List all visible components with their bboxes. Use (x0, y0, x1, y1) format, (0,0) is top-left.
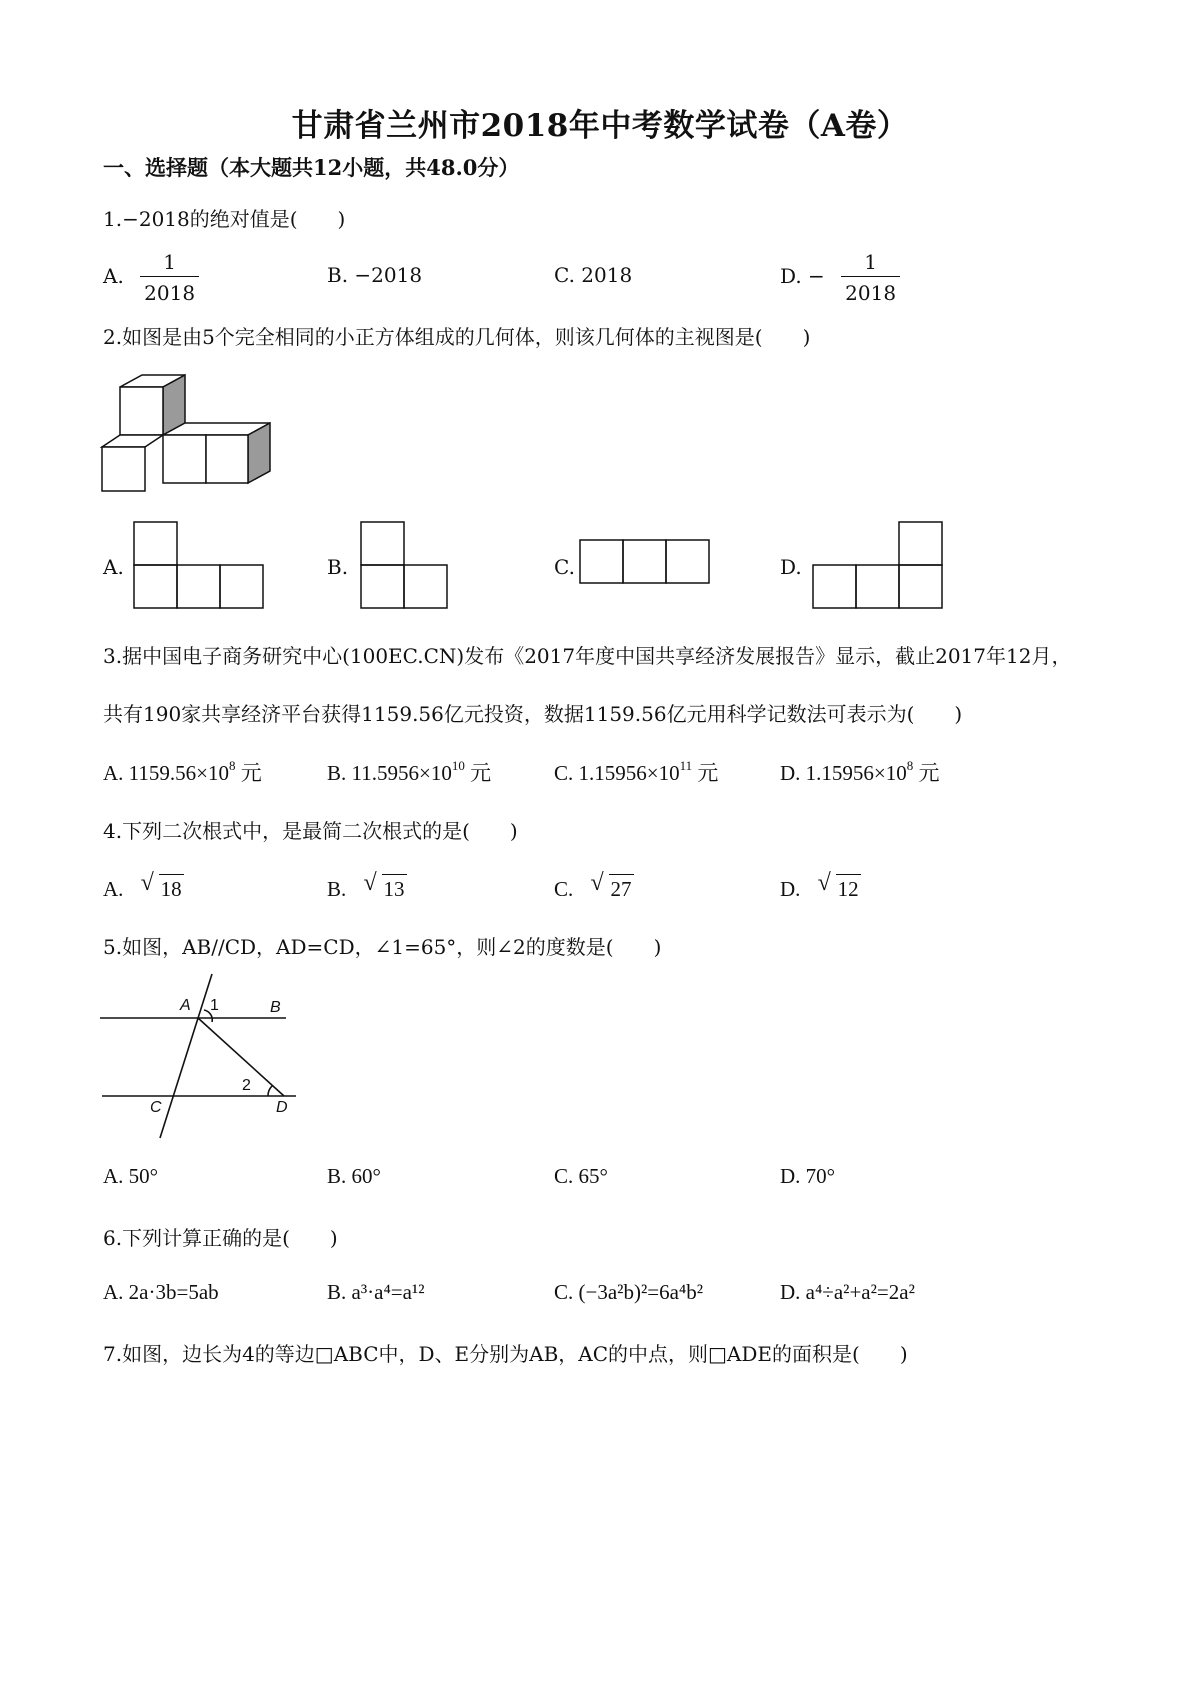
segment-ad (198, 1018, 284, 1096)
point-b-label: B (270, 999, 281, 1016)
q5-option-d: D. 70° (780, 1164, 836, 1188)
q6-option-a: A. 2a·3b=5ab (103, 1280, 219, 1304)
option-label: A. (103, 877, 124, 901)
q2-option-b-figure (360, 521, 450, 609)
q1-option-c: C. 2018 (554, 263, 633, 287)
exponent: 8 (906, 758, 914, 773)
q2-option-a-figure (133, 521, 265, 609)
option-label: A. (103, 761, 124, 785)
sci-base: 1159.56×10 (128, 761, 229, 785)
q3-option-a (103, 757, 262, 787)
sci-base: 1.15956×10 (578, 761, 680, 785)
q2-option-b-label: B. (327, 555, 349, 579)
q4-option-d (780, 870, 861, 902)
q2-option-a-label: A. (103, 555, 124, 579)
cube-solid-figure (100, 375, 275, 493)
q3-option-c (554, 757, 718, 787)
question-2-stem: 2.如图是由5个完全相同的小正方体组成的几何体，则该几何体的主视图是( ) (103, 325, 811, 349)
question-5-stem: 5.如图，AB//CD，AD=CD，∠1=65°，则∠2的度数是( ) (103, 935, 662, 959)
square-root (590, 870, 634, 902)
radicand: 12 (836, 874, 861, 902)
exponent: 8 (229, 758, 236, 773)
unit: 元 (913, 761, 940, 785)
option-label: B. (327, 877, 347, 901)
numerator: 1 (864, 250, 877, 274)
q6-option-b: B. a³·a⁴=a¹² (327, 1280, 425, 1304)
unit: 元 (235, 761, 262, 785)
unit: 元 (692, 761, 719, 785)
radicand: 13 (382, 874, 407, 902)
q3-option-d (780, 757, 940, 787)
q1-option-b: B. −2018 (327, 263, 423, 287)
q2-option-d-label: D. (780, 555, 802, 579)
square-root (140, 870, 184, 902)
question-3-stem-line1: 3.据中国电子商务研究中心(100EC.CN)发布《2017年度中国共享经济发展报告》显示，截止2017年12月， (103, 644, 1072, 668)
question-7-stem: 7.如图，边长为4的等边□ABC中，D、E分别为AB，AC的中点，则□ADE的面积是( ) (103, 1342, 908, 1366)
radicand: 18 (159, 874, 184, 902)
question-4-stem: 4.下列二次根式中，是最简二次根式的是( ) (103, 819, 518, 843)
q6-option-c: C. (−3a²b)²=6a⁴b² (554, 1280, 704, 1304)
option-label: D. (780, 877, 801, 901)
square-root (363, 870, 407, 902)
option-label: C. (554, 877, 574, 901)
option-label: D. − (780, 264, 825, 288)
question-6-stem: 6.下列计算正确的是( ) (103, 1226, 338, 1250)
q2-option-c-label: C. (554, 555, 575, 579)
point-a-label: A (180, 997, 191, 1014)
unit: 元 (464, 761, 492, 785)
exponent: 11 (679, 758, 693, 773)
option-label: B. (327, 761, 347, 785)
q6-option-d: D. a⁴÷a²+a²=2a² (780, 1280, 915, 1304)
angle-2-label: 2 (242, 1077, 251, 1094)
numerator: 1 (163, 250, 176, 274)
radicand: 27 (609, 874, 634, 902)
q2-option-d-figure (812, 521, 944, 609)
q5-option-a: A. 50° (103, 1164, 159, 1188)
radical-icon: √ (140, 870, 154, 896)
section-heading: 一、选择题（本大题共12小题，共48.0分） (103, 155, 520, 180)
page-title: 甘肃省兰州市2018年中考数学试卷（A卷） (291, 108, 909, 144)
q4-option-a (103, 870, 184, 902)
point-c-label: C (150, 1099, 162, 1116)
radical-icon: √ (590, 870, 604, 896)
q1-option-a (103, 250, 199, 305)
question-3-stem-line2: 共有190家共享经济平台获得1159.56亿元投资，数据1159.56亿元用科学记数法可表示为( ) (103, 702, 963, 726)
question-1-stem: 1.−2018的绝对值是( ) (103, 207, 346, 231)
point-d-label: D (276, 1099, 288, 1116)
q3-option-b (327, 757, 491, 787)
exponent: 10 (451, 758, 465, 773)
sci-base: 1.15956×10 (805, 761, 907, 785)
q1-option-d (780, 250, 900, 305)
option-label: C. (554, 761, 574, 785)
radical-icon: √ (817, 870, 831, 896)
fraction (841, 250, 900, 305)
q4-option-c (554, 870, 634, 902)
option-label: D. (780, 761, 801, 785)
q5-option-b: B. 60° (327, 1164, 381, 1188)
denominator: 2018 (140, 276, 199, 305)
fraction (140, 250, 199, 305)
radical-icon: √ (363, 870, 377, 896)
option-label: A. (103, 264, 124, 288)
q5-option-c: C. 65° (554, 1164, 608, 1188)
q4-option-b (327, 870, 407, 902)
denominator: 2018 (841, 276, 900, 305)
angle-2-arc (268, 1086, 272, 1096)
square-root (817, 870, 861, 902)
q2-option-c-figure (579, 539, 711, 585)
angle-1-label: 1 (210, 997, 219, 1014)
parallel-lines-figure (100, 972, 300, 1140)
sci-base: 11.5956×10 (351, 761, 452, 785)
